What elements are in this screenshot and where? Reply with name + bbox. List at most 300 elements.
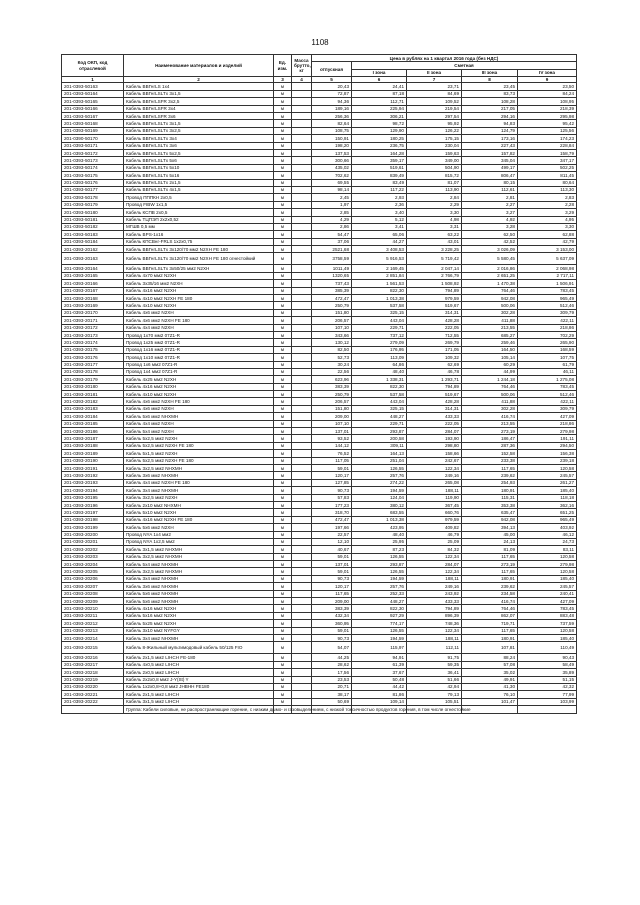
cell-release-price: 177,23: [312, 501, 352, 508]
table-row: [62, 317, 577, 324]
cell-zone-4-price: 23,50: [518, 83, 577, 90]
cell-zone-3-price: 2,27: [462, 201, 518, 208]
cell-name: Кабель 5х2,5 мм2 N2XH FE 180: [124, 457, 274, 464]
cell-zone-1-price: 24,41: [352, 83, 407, 90]
cell-release-price: 702,62: [312, 172, 352, 179]
cell-zone-2-price: 222,05: [407, 324, 462, 331]
cell-zone-4-price: 362,16: [518, 501, 577, 508]
cell-release-price: 59,01: [312, 627, 352, 634]
cell-zone-2-price: 23,71: [407, 83, 462, 90]
cell-mass: [292, 287, 312, 294]
cell-zone-3-price: 108,28: [462, 98, 518, 105]
table-row: [62, 295, 577, 302]
cell-zone-1-price: 83,49: [352, 179, 407, 186]
cell-code: 201-0393-20187: [62, 435, 124, 442]
header-index: 2: [124, 77, 274, 83]
cell-unit: м: [274, 691, 292, 698]
cell-zone-4-price: 279,98: [518, 561, 577, 568]
cell-zone-1-price: 822,30: [352, 383, 407, 390]
cell-unit: м: [274, 642, 292, 654]
cell-zone-4-price: 185,40: [518, 634, 577, 641]
table-row: [62, 465, 577, 472]
cell-release-price: 432,34: [312, 612, 352, 619]
cell-zone-1-price: 380,12: [352, 501, 407, 508]
cell-code: 201-0393-20180: [62, 383, 124, 390]
cell-zone-2-price: 109,32: [407, 354, 462, 361]
cell-code: 201-0393-20162: [62, 246, 124, 253]
cell-name: Провод 1х70 мм2 07Z1-R: [124, 331, 274, 338]
cell-zone-3-price: 764,46: [462, 383, 518, 390]
cell-zone-3-price: 2 016,86: [462, 265, 518, 272]
table-row: [62, 683, 577, 690]
cell-code: 201-0393-50168: [62, 120, 124, 127]
cell-code: 201-0393-20201: [62, 538, 124, 545]
cell-code: 201-0393-20172: [62, 324, 124, 331]
cell-zone-2-price: 188,11: [407, 575, 462, 582]
table-footer: [62, 706, 577, 713]
cell-name: Кабель ВВГнгLSLTx 5х6: [124, 157, 274, 164]
cell-name: Кабель ВВГнгLSLTx 3х2,5: [124, 127, 274, 134]
header-mass: Масса брутто, кг: [292, 55, 312, 77]
cell-release-price: 385,39: [312, 287, 352, 294]
cell-code: 201-0393-20189: [62, 450, 124, 457]
cell-zone-1-price: 737,12: [352, 331, 407, 338]
cell-zone-2-price: 222,05: [407, 420, 462, 427]
cell-unit: м: [274, 590, 292, 597]
cell-zone-2-price: 126,22: [407, 127, 462, 134]
cell-name: Кабель 3х35/16 мм2 N2XH: [124, 280, 274, 287]
cell-name: Кабель 5х6 мм2 NHXMH: [124, 598, 274, 605]
cell-code: 201-0393-20193: [62, 479, 124, 486]
cell-unit: м: [274, 627, 292, 634]
table-row: [62, 472, 577, 479]
cell-zone-4-price: 35,89: [518, 669, 577, 676]
cell-release-price: 144,12: [312, 442, 352, 449]
page-number: 1108: [311, 38, 329, 47]
cell-release-price: 72,87: [312, 90, 352, 97]
cell-zone-1-price: 180,25: [352, 135, 407, 142]
cell-zone-3-price: 345,04: [462, 157, 518, 164]
table-row: [62, 339, 577, 346]
cell-unit: м: [274, 354, 292, 361]
cell-zone-2-price: 298,80: [407, 442, 462, 449]
cell-zone-1-price: 176,95: [352, 346, 407, 353]
cell-code: 201-0393-20198: [62, 516, 124, 523]
cell-code: 201-0393-50173: [62, 157, 124, 164]
cell-zone-3-price: 294,16: [462, 113, 518, 120]
table-row: [62, 127, 577, 134]
cell-unit: м: [274, 405, 292, 412]
cell-mass: [292, 472, 312, 479]
cell-release-price: 107,10: [312, 420, 352, 427]
cell-zone-2-price: 122,34: [407, 553, 462, 560]
cell-name: Кабель 4х10 мм2 N2XH FE 180: [124, 295, 274, 302]
cell-code: 201-0393-20197: [62, 509, 124, 516]
cell-zone-1-price: 2 169,45: [352, 265, 407, 272]
cell-release-price: 343,66: [312, 331, 352, 338]
cell-name: Провод FIBW 1х1,5: [124, 201, 274, 208]
cell-unit: м: [274, 634, 292, 641]
cell-zone-4-price: 3,29: [518, 209, 577, 216]
cell-zone-3-price: 60,29: [462, 361, 518, 368]
cell-zone-2-price: 158,66: [407, 450, 462, 457]
cell-zone-3-price: 942,08: [462, 295, 518, 302]
cell-mass: [292, 346, 312, 353]
cell-zone-3-price: 57,08: [462, 661, 518, 668]
cell-zone-2-price: 284,07: [407, 561, 462, 568]
cell-name: Кабель 3х2,5 мм2 NHXMH: [124, 465, 274, 472]
cell-zone-2-price: 428,28: [407, 398, 462, 405]
cell-release-price: 38,17: [312, 691, 352, 698]
table-row: [62, 676, 577, 683]
cell-zone-3-price: 94,83: [462, 120, 518, 127]
cell-code: 201-0393-20210: [62, 605, 124, 612]
cell-name: Кабель 2х0,5 мм2 LIHCH: [124, 669, 274, 676]
table-row: [62, 420, 577, 427]
cell-name: Кабель 2х10 мм2 NHXMH: [124, 501, 274, 508]
cell-name: Кабель ВВГнгLSLTx 3х6: [124, 142, 274, 149]
cell-zone-1-price: 257,76: [352, 583, 407, 590]
cell-mass: [292, 120, 312, 127]
cell-release-price: 93,52: [312, 435, 352, 442]
cell-mass: [292, 605, 312, 612]
header-index: 7: [407, 77, 462, 83]
cell-code: 201-0393-20214: [62, 634, 124, 641]
cell-zone-2-price: 2 766,79: [407, 272, 462, 279]
cell-unit: м: [274, 435, 292, 442]
cell-code: 201-0393-20200: [62, 531, 124, 538]
cell-release-price: 52,73: [312, 354, 352, 361]
cell-zone-2-price: 712,55: [407, 331, 462, 338]
header-zone-1: I зона: [352, 69, 407, 76]
cell-name: Кабель 4х6 мм2 N2XH: [124, 309, 274, 316]
table-row: [62, 516, 577, 523]
cell-zone-2-price: 314,31: [407, 309, 462, 316]
cell-zone-1-price: 5 916,53: [352, 253, 407, 265]
cell-code: 201-0393-20205: [62, 568, 124, 575]
cell-zone-1-price: 113,09: [352, 354, 407, 361]
cell-zone-2-price: 433,33: [407, 413, 462, 420]
cell-zone-2-price: 219,54: [407, 105, 462, 112]
cell-code: 201-0393-20204: [62, 561, 124, 568]
cell-zone-1-price: 257,76: [352, 472, 407, 479]
cell-zone-4-price: 185,40: [518, 487, 577, 494]
cell-release-price: 82,64: [312, 120, 352, 127]
cell-name: МГШВ 0,5 мм: [124, 223, 274, 230]
cell-zone-4-price: 783,45: [518, 383, 577, 390]
cell-zone-3-price: 115,31: [462, 494, 518, 501]
cell-zone-3-price: 217,05: [462, 105, 518, 112]
cell-mass: [292, 553, 312, 560]
cell-name: Кабель 5х25 мм2 N2XH: [124, 620, 274, 627]
table-row: [62, 691, 577, 698]
cell-mass: [292, 620, 312, 627]
cell-name: Кабель 3х4 мм2 NHXMH: [124, 575, 274, 582]
cell-zone-2-price: 42,94: [407, 683, 462, 690]
cell-zone-2-price: 36,41: [407, 669, 462, 676]
cell-code: 201-0393-20163: [62, 253, 124, 265]
cell-zone-1-price: 309,11: [352, 442, 407, 449]
table-row: [62, 391, 577, 398]
table-row: [62, 309, 577, 316]
cell-release-price: 69,55: [312, 179, 352, 186]
cell-zone-2-price: 112,11: [407, 642, 462, 654]
cell-mass: [292, 339, 312, 346]
cell-release-price: 108,75: [312, 127, 352, 134]
cell-code: 201-0393-20202: [62, 546, 124, 553]
cell-zone-4-price: 46,12: [518, 531, 577, 538]
cell-zone-3-price: 685,27: [462, 331, 518, 338]
cell-name: Провод 1х16 мм2 07Z1-R: [124, 346, 274, 353]
cell-name: Кабель 3х4 мм2 NHXMH: [124, 487, 274, 494]
cell-zone-1-price: 236,75: [352, 142, 407, 149]
cell-unit: м: [274, 383, 292, 390]
cell-code: 201-0393-20175: [62, 346, 124, 353]
cell-zone-1-price: 1 338,31: [352, 376, 407, 383]
cell-code: 201-0393-20217: [62, 661, 124, 668]
cell-zone-4-price: 294,50: [518, 442, 577, 449]
cell-zone-1-price: 164,13: [352, 450, 407, 457]
cell-code: 201-0393-20164: [62, 265, 124, 272]
table-row: [62, 654, 577, 661]
table-body: [62, 83, 577, 706]
cell-unit: м: [274, 272, 292, 279]
cell-code: 201-0393-20195: [62, 494, 124, 501]
cell-release-price: 435,02: [312, 164, 352, 171]
cell-zone-3-price: 635,47: [462, 509, 518, 516]
cell-zone-4-price: 118,18: [518, 494, 577, 501]
cell-name: Кабель ВВГнгLSLTx 3х1,5: [124, 90, 274, 97]
cell-name: Кабель ВВГнгLSLTx 5х2,5: [124, 149, 274, 156]
cell-zone-1-price: 1 013,38: [352, 295, 407, 302]
cell-unit: м: [274, 246, 292, 253]
cell-name: Кабель 4х16 мм2 N2XH: [124, 383, 274, 390]
cell-mass: [292, 368, 312, 375]
cell-unit: м: [274, 223, 292, 230]
cell-zone-3-price: 942,08: [462, 516, 518, 523]
cell-zone-3-price: 806,47: [462, 172, 518, 179]
cell-mass: [292, 113, 312, 120]
cell-zone-3-price: 3,27: [462, 209, 518, 216]
footer-code: [62, 706, 124, 713]
table-row: [62, 216, 577, 223]
cell-name: Кабель 1х2х0,8+0,8 мм2 JHBHH FE180: [124, 683, 274, 690]
cell-release-price: 300,66: [312, 157, 352, 164]
cell-mass: [292, 524, 312, 531]
cell-release-price: 209,00: [312, 598, 352, 605]
cell-zone-4-price: 265,90: [518, 339, 577, 346]
cell-name: Кабель 4х16 мм2 N2XH FE 180: [124, 516, 274, 523]
cell-zone-4-price: 113,30: [518, 186, 577, 193]
cell-zone-2-price: 84,69: [407, 90, 462, 97]
cell-unit: м: [274, 583, 292, 590]
cell-zone-4-price: 883,48: [518, 612, 577, 619]
table-row: [62, 479, 577, 486]
cell-zone-2-price: 2,29: [407, 201, 462, 208]
cell-zone-4-price: 218,39: [518, 105, 577, 112]
cell-name: Кабель ВВГнгLSLTx 5х10: [124, 164, 274, 171]
cell-name: Кабель 4х4 мм2 N2XH: [124, 420, 274, 427]
cell-release-price: 59,01: [312, 465, 352, 472]
cell-release-price: 90,73: [312, 634, 352, 641]
cell-zone-4-price: 42,79: [518, 238, 577, 245]
cell-mass: [292, 83, 312, 90]
cell-zone-1-price: 359,17: [352, 157, 407, 164]
cell-code: 201-0393-20182: [62, 398, 124, 405]
cell-zone-3-price: 186,47: [462, 435, 518, 442]
cell-unit: м: [274, 265, 292, 272]
header-zone-3: III зона: [462, 69, 518, 76]
cell-unit: м: [274, 524, 292, 531]
cell-name: Кабель 5х1,5 мм2 N2XH: [124, 450, 274, 457]
cell-mass: [292, 105, 312, 112]
cell-mass: [292, 391, 312, 398]
cell-name: Кабель 5х2,5 мм2 N2XH: [124, 435, 274, 442]
cell-name: Кабель 4х4 мм2 N2XH FE 180: [124, 479, 274, 486]
cell-zone-3-price: 117,65: [462, 568, 518, 575]
table-row: [62, 90, 577, 97]
cell-release-price: 623,96: [312, 376, 352, 383]
cell-unit: м: [274, 487, 292, 494]
cell-mass: [292, 309, 312, 316]
cell-zone-4-price: 185,40: [518, 575, 577, 582]
table-row: [62, 531, 577, 538]
cell-release-price: 250,79: [312, 302, 352, 309]
header-release: отпускная: [312, 62, 352, 77]
cell-zone-2-price: 81,07: [407, 179, 462, 186]
cell-name: Кабель 4х6 мм2 N2XH FE 180: [124, 317, 274, 324]
cell-code: 201-0393-50169: [62, 127, 124, 134]
table-header: [62, 55, 577, 83]
header-index: 3: [274, 77, 292, 83]
cell-zone-4-price: 83,11: [518, 546, 577, 553]
cell-unit: м: [274, 376, 292, 383]
cell-zone-4-price: 2 068,98: [518, 265, 577, 272]
cell-release-price: 1,97: [312, 201, 352, 208]
cell-mass: [292, 201, 312, 208]
cell-release-price: 59,01: [312, 568, 352, 575]
cell-release-price: 209,00: [312, 413, 352, 420]
cell-code: 201-0393-20213: [62, 627, 124, 634]
cell-zone-3-price: 719,71: [462, 620, 518, 627]
cell-unit: м: [274, 494, 292, 501]
cell-name: Кабель 3х2,5 мм2 NHXMH: [124, 568, 274, 575]
cell-mass: [292, 661, 312, 668]
cell-mass: [292, 331, 312, 338]
table-row: [62, 376, 577, 383]
cell-code: 201-0393-20174: [62, 339, 124, 346]
cell-zone-2-price: 243,92: [407, 590, 462, 597]
table-row: [62, 120, 577, 127]
cell-release-price: 137,01: [312, 428, 352, 435]
cell-zone-4-price: 261,27: [518, 479, 577, 486]
cell-zone-1-price: 98,72: [352, 120, 407, 127]
cell-code: 201-0393-20215: [62, 642, 124, 654]
table-row: [62, 546, 577, 553]
cell-unit: м: [274, 420, 292, 427]
price-table: [61, 54, 577, 714]
cell-zone-4-price: 512,46: [518, 302, 577, 309]
cell-unit: м: [274, 238, 292, 245]
cell-zone-2-price: 46,78: [407, 368, 462, 375]
cell-code: 201-0393-50176: [62, 179, 124, 186]
table-row: [62, 575, 577, 582]
table-row: [62, 428, 577, 435]
cell-release-price: 120,17: [312, 472, 352, 479]
cell-zone-3-price: 41,30: [462, 683, 518, 690]
cell-unit: м: [274, 546, 292, 553]
cell-zone-3-price: 862,07: [462, 612, 518, 619]
cell-mass: [292, 501, 312, 508]
cell-zone-4-price: 3 153,00: [518, 246, 577, 253]
cell-zone-2-price: 3 228,25: [407, 246, 462, 253]
cell-zone-4-price: 80,64: [518, 179, 577, 186]
cell-zone-1-price: 2 851,84: [352, 272, 407, 279]
cell-code: 201-0393-50184: [62, 238, 124, 245]
cell-zone-4-price: 107,75: [518, 354, 577, 361]
cell-zone-2-price: 242,67: [407, 457, 462, 464]
cell-release-price: 50,69: [312, 698, 352, 705]
cell-zone-1-price: 124,04: [352, 494, 407, 501]
cell-mass: [292, 494, 312, 501]
table-row: [62, 83, 577, 90]
table-row: [62, 272, 577, 279]
cell-zone-3-price: 302,28: [462, 405, 518, 412]
cell-mass: [292, 583, 312, 590]
cell-mass: [292, 516, 312, 523]
cell-name: Провод 1х4 мм2 07Z1-R: [124, 368, 274, 375]
cell-zone-4-price: 120,58: [518, 465, 577, 472]
cell-code: 201-0393-50171: [62, 142, 124, 149]
cell-zone-1-price: 423,95: [352, 524, 407, 531]
table-row: [62, 568, 577, 575]
cell-release-price: 383,39: [312, 383, 352, 390]
cell-unit: м: [274, 317, 292, 324]
cell-name: Кабель 4х16 мм2 N2XH: [124, 605, 274, 612]
cell-code: 201-0393-20167: [62, 287, 124, 294]
cell-name: Кабель 4х4 мм2 N2XH: [124, 324, 274, 331]
cell-zone-3-price: 180,91: [462, 575, 518, 582]
table-row: [62, 590, 577, 597]
cell-unit: м: [274, 216, 292, 223]
cell-mass: [292, 457, 312, 464]
cell-zone-4-price: 5 637,09: [518, 253, 577, 265]
cell-mass: [292, 194, 312, 201]
cell-name: Кабель ВВГнгLSLTx 3х120/70 мм2 N2XH FE 180: [124, 246, 274, 253]
cell-release-price: 117,65: [312, 590, 352, 597]
cell-name: Кабель 3х2,5 мм2 N2XH: [124, 494, 274, 501]
cell-code: 201-0393-20206: [62, 575, 124, 582]
cell-unit: м: [274, 620, 292, 627]
cell-release-price: 383,39: [312, 605, 352, 612]
table-row: [62, 157, 577, 164]
table-row: [62, 698, 577, 705]
table-row: [62, 280, 577, 287]
cell-release-price: 318,70: [312, 509, 352, 516]
cell-zone-2-price: 979,59: [407, 516, 462, 523]
cell-zone-1-price: 194,59: [352, 575, 407, 582]
cell-release-price: 360,95: [312, 620, 352, 627]
cell-mass: [292, 698, 312, 705]
cell-zone-1-price: 44,27: [352, 238, 407, 245]
cell-release-price: 2,85: [312, 209, 352, 216]
cell-mass: [292, 561, 312, 568]
cell-unit: м: [274, 287, 292, 294]
cell-code: 201-0393-20218: [62, 669, 124, 676]
cell-zone-2-price: 3,31: [407, 223, 462, 230]
cell-mass: [292, 405, 312, 412]
cell-name: Кабель КСПВ 2х0,5: [124, 209, 274, 216]
